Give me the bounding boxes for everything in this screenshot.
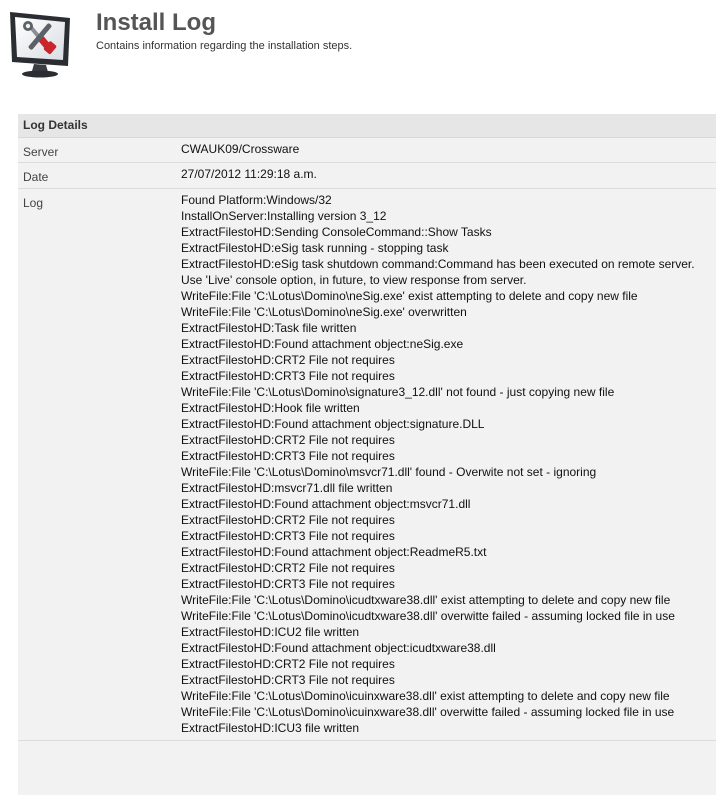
log-line: ExtractFilestoHD:Found attachment object:ReadmeR5.txt: [181, 545, 487, 559]
log-label: Log: [23, 196, 44, 210]
log-line: ExtractFilestoHD:CRT3 File not requires: [181, 673, 395, 687]
log-line: ExtractFilestoHD:CRT2 File not requires: [181, 433, 395, 447]
log-line: ExtractFilestoHD:CRT2 File not requires: [181, 561, 395, 575]
log-line: ExtractFilestoHD:CRT3 File not requires: [181, 369, 395, 383]
log-line: WriteFile:File 'C:\Lotus\Domino\neSig.exe' exist attempting to delete and copy new file: [181, 289, 638, 303]
log-line: ExtractFilestoHD:Task file written: [181, 321, 357, 335]
log-line: ExtractFilestoHD:CRT3 File not requires: [181, 449, 395, 463]
log-line: ExtractFilestoHD:eSig task shutdown command:Command has been executed on remote server. Use 'Live' console option, in future, to view response from server.: [181, 257, 695, 287]
log-details-panel: [18, 114, 716, 795]
log-line: WriteFile:File 'C:\Lotus\Domino\neSig.exe' overwritten: [181, 305, 467, 319]
log-entries: [181, 189, 716, 740]
log-line: ExtractFilestoHD:CRT3 File not requires: [181, 577, 395, 591]
log-line: ExtractFilestoHD:ICU3 file written: [181, 721, 360, 735]
tools-monitor-icon: [6, 4, 76, 80]
panel-title: Log Details: [18, 114, 716, 138]
page-title: Install Log: [96, 9, 216, 36]
log-line: WriteFile:File 'C:\Lotus\Domino\icuinxware38.dll' overwitte failed - assuming locked file in use: [181, 705, 675, 719]
log-line: ExtractFilestoHD:Sending ConsoleCommand::Show Tasks: [181, 225, 492, 239]
date-row: [18, 163, 716, 189]
server-label: Server: [23, 145, 59, 159]
log-line: WriteFile:File 'C:\Lotus\Domino\signature3_12.dll' not found - just copying new file: [181, 385, 615, 399]
log-line: ExtractFilestoHD:Found attachment object:icudtxware38.dll: [181, 641, 496, 655]
server-value: CWAUK09/Crossware: [181, 142, 300, 156]
log-line: InstallOnServer:Installing version 3_12: [181, 209, 387, 223]
date-label: Date: [23, 170, 49, 184]
log-line: ExtractFilestoHD:Found attachment object:signature.DLL: [181, 417, 485, 431]
log-line: WriteFile:File 'C:\Lotus\Domino\icudtxware38.dll' exist attempting to delete and copy new file: [181, 593, 671, 607]
log-line: ExtractFilestoHD:CRT2 File not requires: [181, 353, 395, 367]
date-value: 27/07/2012 11:29:18 a.m.: [181, 167, 317, 181]
log-line: WriteFile:File 'C:\Lotus\Domino\msvcr71.dll' found - Overwite not set - ignoring: [181, 465, 597, 479]
log-line: WriteFile:File 'C:\Lotus\Domino\icudtxware38.dll' overwitte failed - assuming locked file in use: [181, 609, 675, 623]
page-subtitle: Contains information regarding the installation steps.: [96, 40, 353, 52]
log-line: ExtractFilestoHD:Hook file written: [181, 401, 360, 415]
log-line: ExtractFilestoHD:CRT2 File not requires: [181, 657, 395, 671]
server-row: [18, 138, 716, 163]
log-line: ExtractFilestoHD:msvcr71.dll file written: [181, 481, 393, 495]
log-line: ExtractFilestoHD:Found attachment object:msvcr71.dll: [181, 497, 471, 511]
log-line: ExtractFilestoHD:Found attachment object:neSig.exe: [181, 337, 464, 351]
log-line: ExtractFilestoHD:CRT3 File not requires: [181, 529, 395, 543]
log-line: ExtractFilestoHD:ICU2 file written: [181, 625, 360, 639]
log-line: ExtractFilestoHD:eSig task running - stopping task: [181, 241, 449, 255]
log-line: Found Platform:Windows/32: [181, 193, 332, 207]
log-row: [18, 189, 716, 741]
log-line: WriteFile:File 'C:\Lotus\Domino\icuinxware38.dll' exist attempting to delete and copy new file: [181, 689, 670, 703]
log-line: ExtractFilestoHD:CRT2 File not requires: [181, 513, 395, 527]
page-header: [0, 0, 725, 90]
